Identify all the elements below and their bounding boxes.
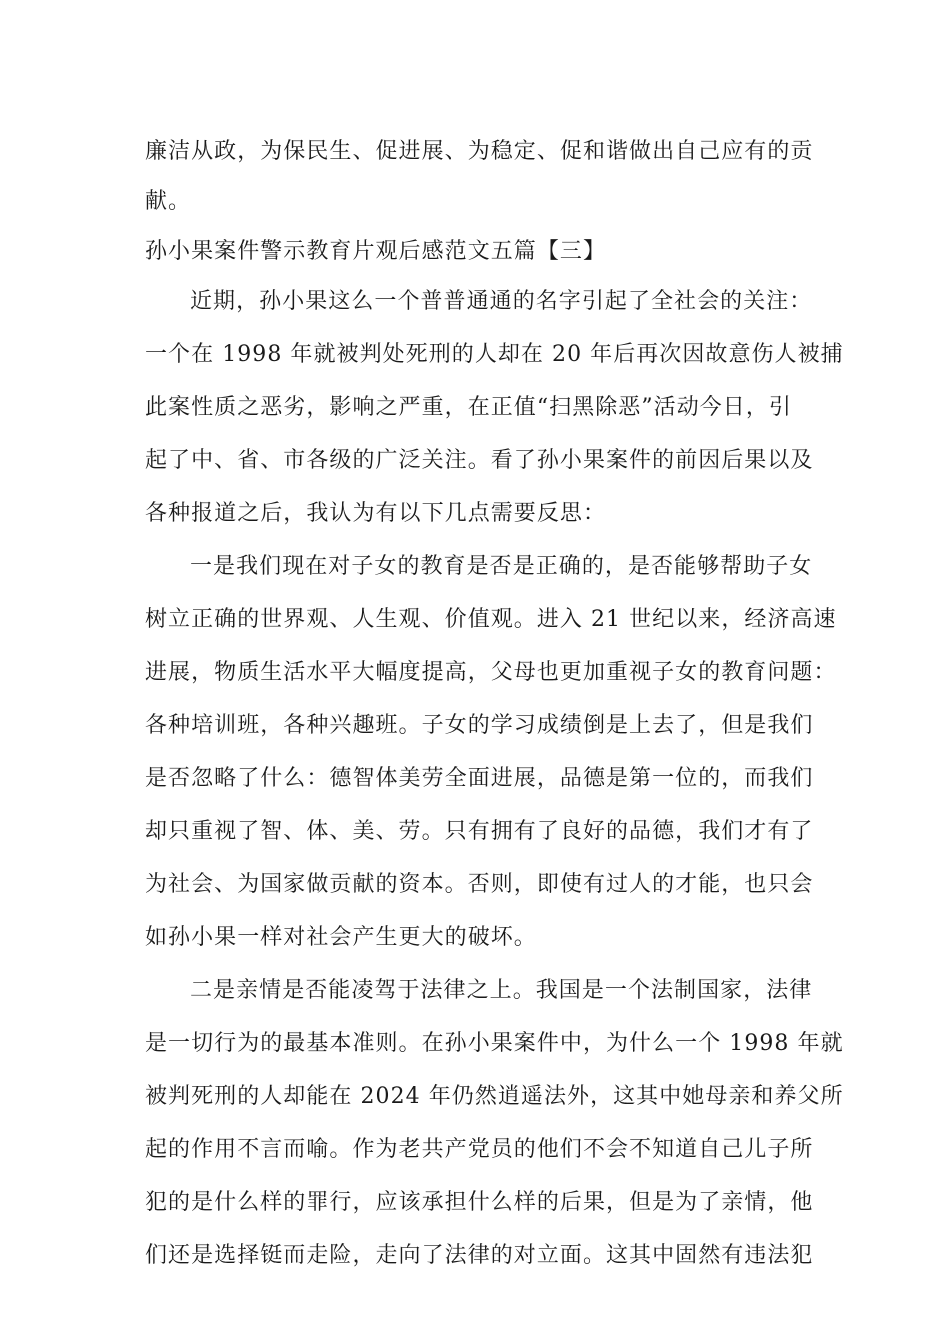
paragraph-line: 起的作用不言而喻。作为老共产党员的他们不会不知道自己儿子所 [145, 1137, 814, 1162]
paragraph-line: 一个在 1998 年就被判处死刑的人却在 20 年后再次因故意伤人被捕 [145, 342, 844, 367]
paragraph-line: 犯的是什么样的罪行，应该承担什么样的后果，但是为了亲情，他 [145, 1190, 814, 1215]
paragraph-line: 树立正确的世界观、人生观、价值观。进入 21 世纪以来，经济高速 [145, 607, 837, 632]
paragraph-line: 各种培训班，各种兴趣班。子女的学习成绩倒是上去了，但是我们 [145, 713, 814, 738]
paragraph-line: 是否忽略了什么：德智体美劳全面进展，品德是第一位的，而我们 [145, 766, 814, 791]
paragraph-line: 进展，物质生活水平大幅度提高，父母也更加重视子女的教育问题： [145, 660, 837, 685]
paragraph-line: 是一切行为的最基本准则。在孙小果案件中，为什么一个 1998 年就 [145, 1031, 844, 1056]
paragraph-line: 一是我们现在对子女的教育是否是正确的，是否能够帮助子女 [190, 554, 813, 579]
paragraph-line: 起了中、省、市各级的广泛关注。看了孙小果案件的前因后果以及 [145, 448, 814, 473]
paragraph-line: 二是亲情是否能凌驾于法律之上。我国是一个法制国家，法律 [190, 978, 813, 1003]
paragraph-line: 们还是选择铤而走险，走向了法律的对立面。这其中固然有违法犯 [145, 1243, 814, 1268]
paragraph-line: 却只重视了智、体、美、劳。只有拥有了良好的品德，我们才有了 [145, 819, 814, 844]
paragraph-line: 近期，孙小果这么一个普普通通的名字引起了全社会的关注： [190, 289, 813, 314]
section-heading: 孙小果案件警示教育片观后感范文五篇【三】 [145, 239, 607, 264]
paragraph-line: 为社会、为国家做贡献的资本。否则，即使有过人的才能，也只会 [145, 872, 814, 897]
paragraph-line: 此案性质之恶劣，影响之严重，在正值“扫黑除恶”活动今日，引 [145, 395, 792, 420]
paragraph-line: 廉洁从政，为保民生、促进展、为稳定、促和谐做出自己应有的贡 [145, 139, 814, 164]
paragraph-line: 被判死刑的人却能在 2024 年仍然逍遥法外，这其中她母亲和养父所 [145, 1084, 844, 1109]
paragraph-line: 献。 [145, 189, 192, 214]
paragraph-line: 各种报道之后，我认为有以下几点需要反思： [145, 501, 607, 526]
paragraph-line: 如孙小果一样对社会产生更大的破坏。 [145, 925, 537, 950]
